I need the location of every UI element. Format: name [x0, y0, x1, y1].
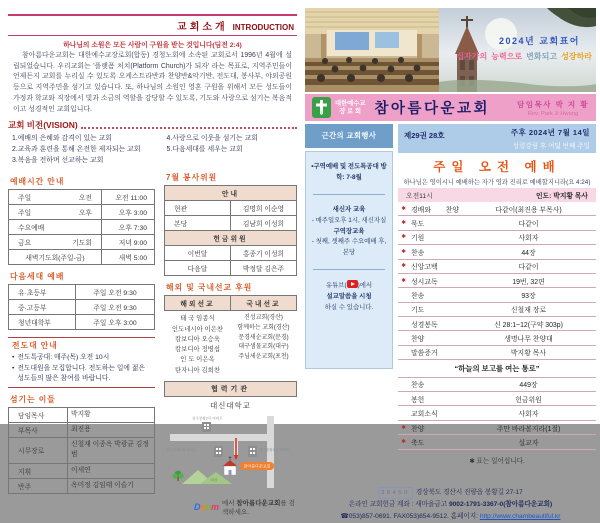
- table-row: 시무장로 신철재 이종옥 박광균 김정범: [9, 438, 155, 463]
- table-row: 부목사 최진용: [9, 423, 155, 438]
- table-row: 해외선교 국내선교: [165, 296, 297, 311]
- sermon-title: “하늘의 보고를 여는 통로”: [398, 360, 596, 378]
- slogan-year: 2024년 교회표어: [499, 36, 580, 46]
- youtube-notice: 유튜브( )에서 설교말씀을 시청 하실 수 있습니다.: [324, 282, 374, 312]
- missions-title: 해외 및 국내선교 후원: [166, 283, 253, 293]
- phone-line: ☎053)857-0691. FAX053)854-9512. 홈페이지: http://www.chambeautiful.kr: [340, 512, 561, 520]
- order-row: 봉헌 헌금위원: [398, 392, 596, 406]
- vision-item: 4.사랑으로 이웃을 섬기는 교회: [166, 135, 258, 143]
- table-row: 주일 오후 오후 3:00: [9, 205, 155, 220]
- worship-times-title: 예배시간 안내: [10, 177, 65, 187]
- intro-title: 교회소개: [177, 22, 228, 33]
- order-row: 찬양 생명나무 찬양대: [398, 331, 596, 345]
- masthead: [398, 124, 596, 153]
- volunteers-title: 7월 봉사위원: [166, 173, 218, 183]
- service-verse: 하나님은 영이시니 예배하는 자가 영과 진리로 예배할지니라(요 4:24): [403, 179, 591, 186]
- servants-table: [8, 407, 155, 494]
- church-icon: [223, 456, 237, 475]
- list-item: • 전도대원을 모집합니다. 전도하는 일에 젊은 성도들의 많은 참여를 바랍니다.: [12, 364, 146, 382]
- map-church-label: 참아름다운교회: [243, 463, 271, 469]
- table-row: 담임목사 박지황: [9, 407, 155, 422]
- sanctuary-photo: [305, 8, 439, 92]
- order-row: 찬송 449장: [398, 378, 596, 392]
- list-item: • 전도특공대: 매주(목) 오전 10시: [12, 354, 110, 362]
- vision-title: 교회 비전(VISION): [8, 120, 78, 131]
- evangelism-title: 전도대 안내: [12, 341, 58, 351]
- service-title: 주일 오전 예배: [433, 160, 561, 174]
- table-row: 현관 김명희 이순영: [165, 201, 297, 216]
- intro-title-en: INTRODUCTION: [232, 23, 294, 32]
- order-row: ✱ 찬송 44장: [398, 245, 596, 259]
- service-leader: 인도: 박지황 목사: [535, 193, 588, 200]
- postal-code: 38450: [378, 487, 413, 499]
- road-vertical: [267, 416, 274, 488]
- divider: [313, 194, 385, 195]
- missions-table: [164, 295, 297, 377]
- standing-note: ✱ 표는 일어섭니다.: [469, 457, 525, 465]
- service-time: 오전11시: [406, 193, 433, 200]
- intro-body: 참아름다운교회는 대한예수교장로회(합동) 경청노회에 소속된 교회로서 1996년 4월에 설립되었습니다. 우리교회는 '플랫폼 처치(Platform Church)가 되자' 라는 목표로, 지역주민들이 언제든지 교회를 누리실 수 있도록 오케스트라반과 찬양반&악기반, 전도대, 봉사부, 야외공원 등으로 지역주민을 섬기고 있습니다. 또, 하나님의 소원인 영혼 구원을 위해서 모든 성도들이 가정과 학교와 직장에서 빛과 소금의 역할을 감당할 수 있도록, 기도와 사랑으로 섬기는 복음적이고 성경적인 교회입니다.: [13, 52, 292, 113]
- volunteers-table: [164, 185, 297, 276]
- events-header: 근간의 교회행사: [305, 124, 393, 148]
- homepage-link[interactable]: http://www.chambeautiful.kr: [479, 512, 561, 520]
- table-row: 본당 김남희 이성희: [165, 216, 297, 231]
- partner-header: 협력기관: [164, 381, 297, 397]
- table-row: 안내: [165, 186, 297, 201]
- map-label: 삼주봉황1차 아파트: [166, 447, 197, 452]
- next-gen-table: [8, 284, 155, 330]
- map-label: 삼주봉황3차 아파트: [259, 447, 290, 452]
- order-row: ✱ 경배와 찬양 다같이(최진용 부목사): [398, 202, 596, 216]
- dotted-divider: [81, 127, 297, 129]
- order-row: ✱ 찬양 주만 바라볼지라(1절): [398, 421, 596, 435]
- location-map: [164, 414, 297, 495]
- youtube-icon: [347, 280, 358, 288]
- intro-verse: 하나님의 소원은 모든 사람이 구원을 받는 것입니다(딤전 2:4): [63, 42, 242, 49]
- table-row: 주일 오전 오전 11:00: [9, 190, 155, 205]
- left-page: [8, 14, 297, 516]
- order-row: ✱ 묵도 다같이: [398, 216, 596, 230]
- next-gen-title: 다음세대 예배: [10, 272, 65, 282]
- church-building-photo: [439, 8, 596, 92]
- table-row: 중·고등부 주일 오전 9:30: [9, 300, 155, 315]
- table-row: [165, 311, 297, 377]
- partner-value: 대신대학교: [210, 400, 251, 410]
- map-label: 삼주봉황2차 아파트: [192, 416, 223, 421]
- table-row: 이번달 홍종기 이성희: [165, 246, 297, 261]
- denomination-cross-logo: [312, 97, 331, 118]
- servants-title: 섬기는 이들: [10, 394, 56, 404]
- vision-item: 3.복음을 전하며 선교하는 교회: [12, 156, 104, 164]
- table-row: 헌금위원: [165, 231, 297, 246]
- bulletin-date: 주후 2024년 7월 14일: [510, 128, 590, 137]
- map-label: 야산: [210, 478, 218, 483]
- event-title: 구역장교육: [333, 227, 365, 235]
- account-line: 온라인 교회헌금 계좌 : 새마을금고 9002-1791-3367-0(참아름다운교회): [348, 501, 553, 509]
- order-row: 기도 신철재 장로: [398, 303, 596, 317]
- building-icon: [214, 446, 223, 457]
- event-desc: - 첫째, 셋째주 수요예배 후, 본당: [311, 238, 387, 257]
- denomination-name: 대한예수교 장 로 회: [335, 99, 366, 115]
- event-title: 새신자 교육: [332, 205, 366, 213]
- order-row: ✱ 신앙고백 다같이: [398, 260, 596, 274]
- vision-item: 5.다음세대를 세우는 교회: [166, 145, 243, 153]
- table-row: 청년대학부 주일 오후 3:00: [9, 315, 155, 330]
- domestic-missions: 진성교회(경산) 함께하는 교회(경산) 문경새순교회(문경) 대구샘물교회(대구) 주님세운교회(포천): [237, 315, 290, 360]
- daum-search-line: Daum 에서 참아름다운교회를 검색하세요.: [194, 499, 295, 516]
- event-item: •구역예배 및 전도특공대 방학: 7-8월: [311, 163, 387, 181]
- worship-order-main: [398, 124, 596, 465]
- tree-icon: [172, 470, 183, 480]
- liturgical-sunday: 성령강림 후 여덟 번째 주일: [512, 143, 590, 150]
- building-icon: [248, 446, 257, 457]
- order-row: 성경봉독 신 28:1~12(구약 303p): [398, 317, 596, 331]
- daum-logo: Daum: [194, 501, 220, 512]
- table-row: 유·초등부 주일 오전 9:30: [9, 285, 155, 300]
- service-timebar: [398, 188, 596, 202]
- road-horizontal: [170, 434, 274, 441]
- order-of-worship: [398, 202, 596, 450]
- intro-section: [8, 14, 297, 115]
- order-row: ✱ 기원 사회자: [398, 231, 596, 245]
- table-row: 지휘 이세연: [9, 463, 155, 478]
- footer-contact: [305, 487, 596, 523]
- order-row: ✱ 성시교독 19번, 32편: [398, 274, 596, 288]
- right-page: [305, 8, 596, 523]
- event-desc: - 매주일오후 1시, 새신자실: [311, 216, 387, 224]
- church-banner: [305, 94, 596, 121]
- vision-section: [8, 119, 297, 131]
- order-row: ✱ 축도 설교자: [398, 435, 596, 449]
- table-row: 금요 기도회 저녁 9:00: [9, 235, 155, 250]
- table-row: 다음달 박정달 김은주: [165, 261, 297, 276]
- building-icon: [202, 422, 211, 432]
- evangelism-section: [8, 337, 155, 388]
- worship-times-table: [8, 189, 155, 265]
- pastor-info: 담임목사 박 지 황 Rev. Park Ji Hwang: [517, 99, 589, 117]
- address-line: 38450 경상북도 경산시 진량읍 봉황길 27-17: [305, 487, 596, 499]
- table-row: 반주 옥미정 김임태 이슬기: [9, 478, 155, 493]
- order-row: 교회소식 사회자: [398, 406, 596, 420]
- church-slogan: 십자가의 능력으로 변화되고 성장하라: [456, 52, 592, 61]
- divider: [313, 269, 385, 270]
- volume-number: 제29권 28호: [404, 131, 445, 140]
- church-name: 참아름다운교회: [374, 101, 490, 117]
- events-sidebar: [305, 124, 393, 465]
- table-row: 수요예배 오후 7:30: [9, 220, 155, 235]
- table-row: 새벽기도회(주일-금) 새벽 5:00: [9, 250, 155, 265]
- overseas-missions: 태 국 임종식 인도네시아 이은찬 캄보디아 오승욱 캄보디아 정병섭 인 도 이은옥 탄자니아 김희찬: [171, 315, 224, 374]
- vision-item: 1.예배의 은혜와 감격이 있는 교회: [12, 135, 112, 143]
- vision-item: 2.교육과 훈련을 통해 온전한 제자되는 교회: [12, 145, 141, 153]
- order-row: 찬송 93장: [398, 288, 596, 302]
- events-panel: [305, 151, 393, 369]
- order-row: 말씀증거 박지황 목사: [398, 346, 596, 360]
